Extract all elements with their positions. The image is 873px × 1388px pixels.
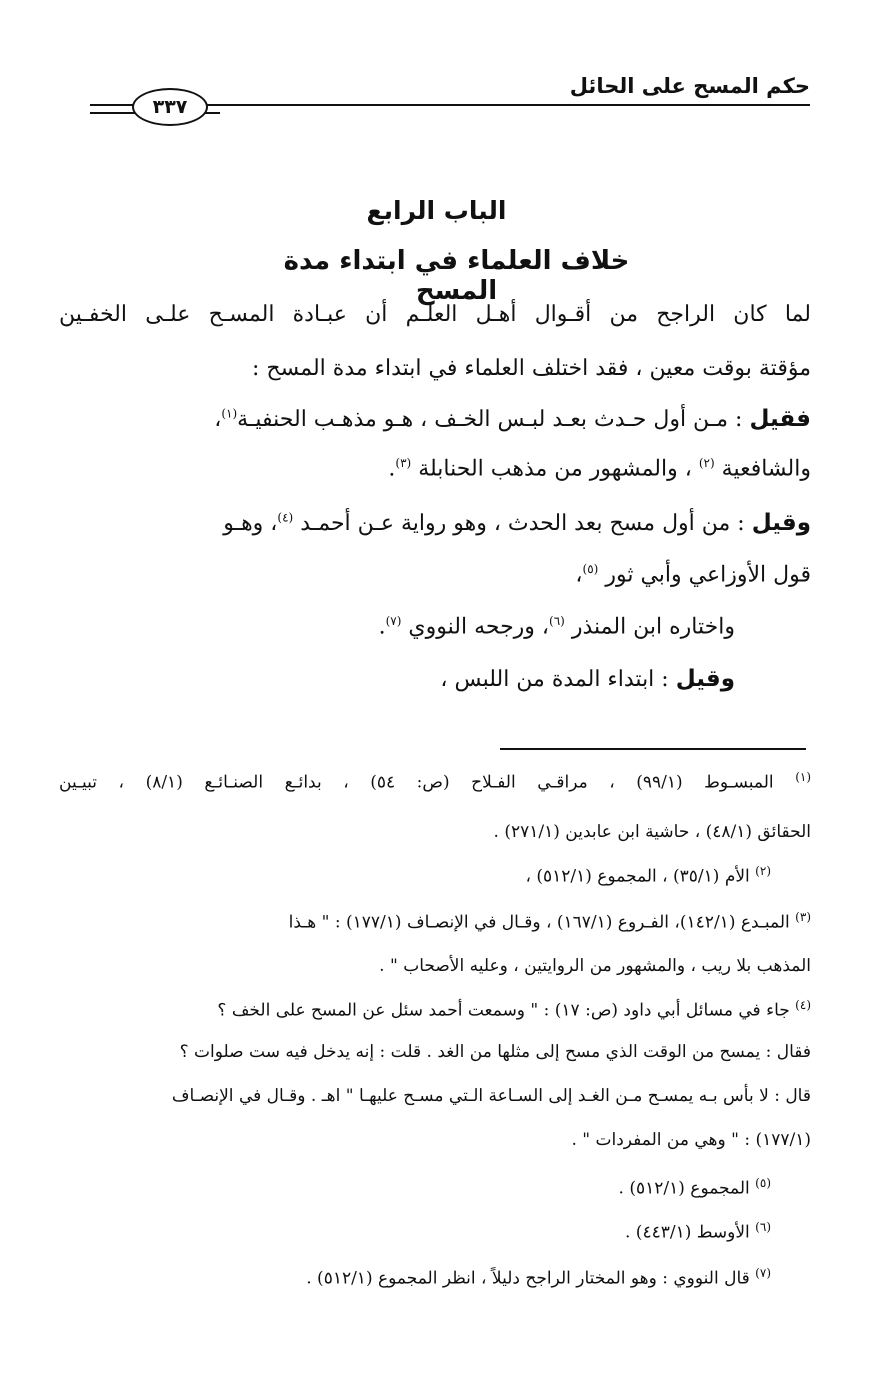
footnote-3-line-1 <box>289 910 811 933</box>
footnote-1-line-1 <box>59 770 811 793</box>
opinion-2-cont-text: قول الأوزاعي وأبي ثور <box>605 562 811 588</box>
footnote-4-number: (٤) <box>795 998 811 1012</box>
opinion-1-cont-a: والشافعية <box>721 456 811 482</box>
page-number: ٣٣٧ <box>132 88 208 126</box>
footnote-6-text: الأوسط (٤٤٣/١) . <box>625 1222 750 1243</box>
opinion-3-text: : ابتداء المدة من اللبس ، <box>440 667 669 692</box>
opinion-2-tail: ، وهـو <box>223 511 278 536</box>
opinion-2-lead: وقيل <box>751 510 811 536</box>
opinion-2-cont2-a: واختاره ابن المنذر <box>571 614 735 640</box>
punct: ، <box>214 407 222 432</box>
footnote-separator <box>500 748 806 750</box>
opinion-2 <box>223 510 811 536</box>
footnote-ref-7: (٧) <box>385 614 402 628</box>
opinion-1-lead: فقيل <box>749 406 811 432</box>
footnote-7-number: (٧) <box>755 1266 771 1280</box>
footnote-1-line-2: الحقائق (٤٨/١) ، حاشية ابن عابدين (٢٧١/١) . <box>493 822 811 842</box>
footnote-5 <box>619 1176 771 1199</box>
opinion-2-cont2-b: ، ورجحه النووي <box>408 614 550 640</box>
footnote-1-text: المبسـوط (٩٩/١) ، مراقـي الفـلاح (ص: ٥٤) ، بدائـع الصنـائـع (٨/١) ، تبيـين <box>59 772 774 793</box>
footnote-4-line-3: قال : لا بأس بـه يمسـح مـن الغـد إلى السـاعة الـتي مسـح عليهـا " اهـ . وقـال في الإنصـاف <box>171 1086 811 1106</box>
punct: . <box>388 456 396 482</box>
chapter-label: الباب الرابع <box>366 196 507 225</box>
opinion-2-text: : من أول مسح بعد الحدث ، وهو رواية عـن أحمـد <box>300 511 745 536</box>
opinion-2-cont <box>575 562 811 587</box>
footnote-3-text: المبـدع (١٤٢/١)، الفـروع (١٦٧/١) ، وقـال في الإنصـاف (١٧٧/١) : " هـذا <box>288 912 790 933</box>
footnote-ref-4: (٤) <box>277 510 294 525</box>
footnote-2-number: (٢) <box>755 864 771 878</box>
opinion-1-text: : مـن أول حـدث بعـد لبـس الخـف ، هـو مذهـب الحنفيـة <box>237 407 743 432</box>
footnote-5-text: المجموع (٥١٢/١) . <box>618 1178 750 1199</box>
chapter-title: خلاف العلماء في ابتداء مدة المسح <box>283 246 630 306</box>
punct: ، <box>575 562 583 588</box>
footnote-3-line-2: المذهب بلا ريب ، والمشهور من الروايتين ، وعليه الأصحاب " . <box>379 956 811 976</box>
footnote-ref-1: (١) <box>221 406 238 421</box>
footnote-7 <box>306 1266 771 1289</box>
footnote-ref-3: (٣) <box>395 456 412 470</box>
opinion-1-cont <box>388 456 811 481</box>
opinion-3 <box>440 666 735 692</box>
footnote-4-line-2: فقال : يمسح من الوقت الذي مسح إلى مثلها من الغد . قلت : إنه يدخل فيه ست صلوات ؟ <box>179 1042 811 1062</box>
footnote-2 <box>525 864 771 887</box>
opinion-2-cont2 <box>379 614 735 639</box>
body-line-1: لما كان الراجح من أقـوال أهـل العلـم أن عبـادة المسـح علـى الخفـين <box>59 302 811 327</box>
footnote-ref-5: (٥) <box>582 562 599 576</box>
footnote-ref-2: (٢) <box>698 456 715 470</box>
opinion-3-lead: وقيل <box>675 666 735 692</box>
footnote-6 <box>625 1220 771 1243</box>
opinion-1 <box>214 406 811 432</box>
footnote-1-number: (١) <box>795 770 812 784</box>
footnote-2-text: الأم (٣٥/١) ، المجموع (٥١٢/١) ، <box>525 866 750 887</box>
punct: . <box>378 614 386 640</box>
opinion-1-cont-b: ، والمشهور من مذهب الحنابلة <box>418 456 692 482</box>
footnote-ref-6: (٦) <box>549 614 565 628</box>
body-line-2: مؤقتة بوقت معين ، فقد اختلف العلماء في ابتداء مدة المسح : <box>252 356 811 381</box>
footnote-5-number: (٥) <box>755 1176 771 1190</box>
footnote-4-text: جاء في مسائل أبي داود (ص: ١٧) : " وسمعت أحمد سئل عن المسح على الخف ؟ <box>217 1000 790 1021</box>
page-header <box>90 68 810 128</box>
running-title: حكم المسح على الحائل <box>569 74 810 98</box>
footnote-7-text: قال النووي : وهو المختار الراجح دليلاً ، انظر المجموع (٥١٢/١) . <box>306 1268 750 1289</box>
footnote-4-line-1 <box>217 998 811 1021</box>
footnote-3-number: (٣) <box>795 910 811 924</box>
footnote-6-number: (٦) <box>755 1220 771 1234</box>
footnote-4-line-4: (١٧٧/١) : " وهي من المفردات " . <box>571 1130 811 1150</box>
